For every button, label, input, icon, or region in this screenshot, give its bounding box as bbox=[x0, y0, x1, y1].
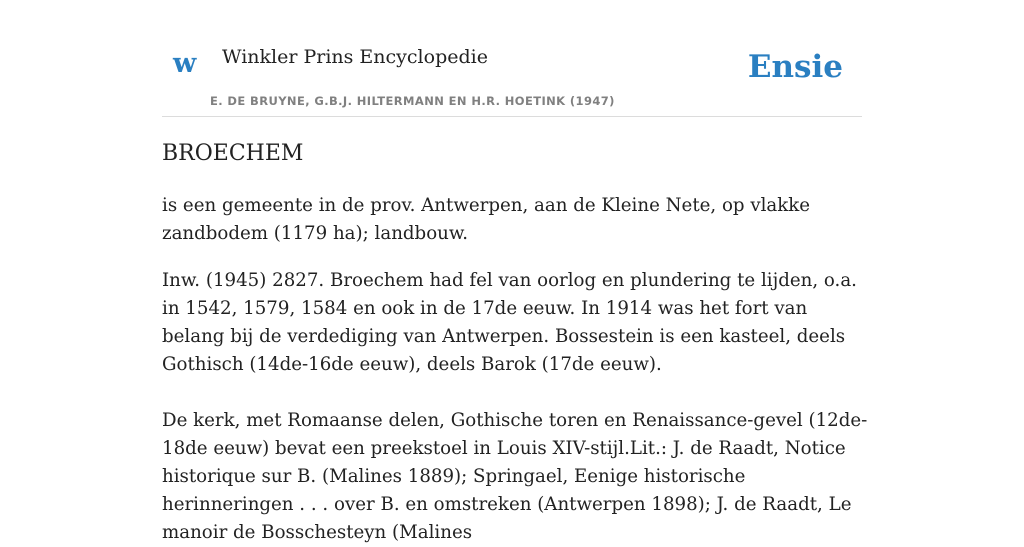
page bbox=[162, 0, 868, 543]
header bbox=[162, 0, 862, 117]
winkler-prins-logo[interactable]: w bbox=[173, 48, 197, 79]
encyclopedia-title[interactable]: Winkler Prins Encyclopedie bbox=[222, 46, 488, 68]
ensie-brand-logo[interactable]: Ensie bbox=[747, 49, 843, 85]
article-paragraph: is een gemeente in de prov. Antwerpen, aan de Kleine Nete, op vlakke zandbodem (1179 ha); landbouw. bbox=[162, 195, 811, 244]
article-paragraph: De kerk, met Romaanse delen, Gothische toren en Renaissance-gevel (12de-18de eeuw) bevat een preekstoel in Louis XIV-stijl.Lit.: J. de Raadt, Notice historique sur B. (Malines 1889); Springael, Eenige historische herinneringen . . . over B. en omstreken (Antwerpen 1898); J. de Raadt, Le manoir de Bosschesteyn (Malines bbox=[162, 410, 868, 543]
encyclopedia-authors: E. DE BRUYNE, G.B.J. HILTERMANN EN H.R. HOETINK (1947) bbox=[210, 94, 615, 108]
entry-title: BROECHEM bbox=[162, 141, 304, 166]
article-paragraph: Inw. (1945) 2827. Broechem had fel van oorlog en plundering te lijden, o.a. in 1542, 1579, 1584 en ook in de 17de eeuw. In 1914 was het fort van belang bij de verdediging van Antwerpen. Bossestein is een kasteel, deels Gothisch (14de-16de eeuw), deels Barok (17de eeuw). bbox=[162, 270, 857, 375]
